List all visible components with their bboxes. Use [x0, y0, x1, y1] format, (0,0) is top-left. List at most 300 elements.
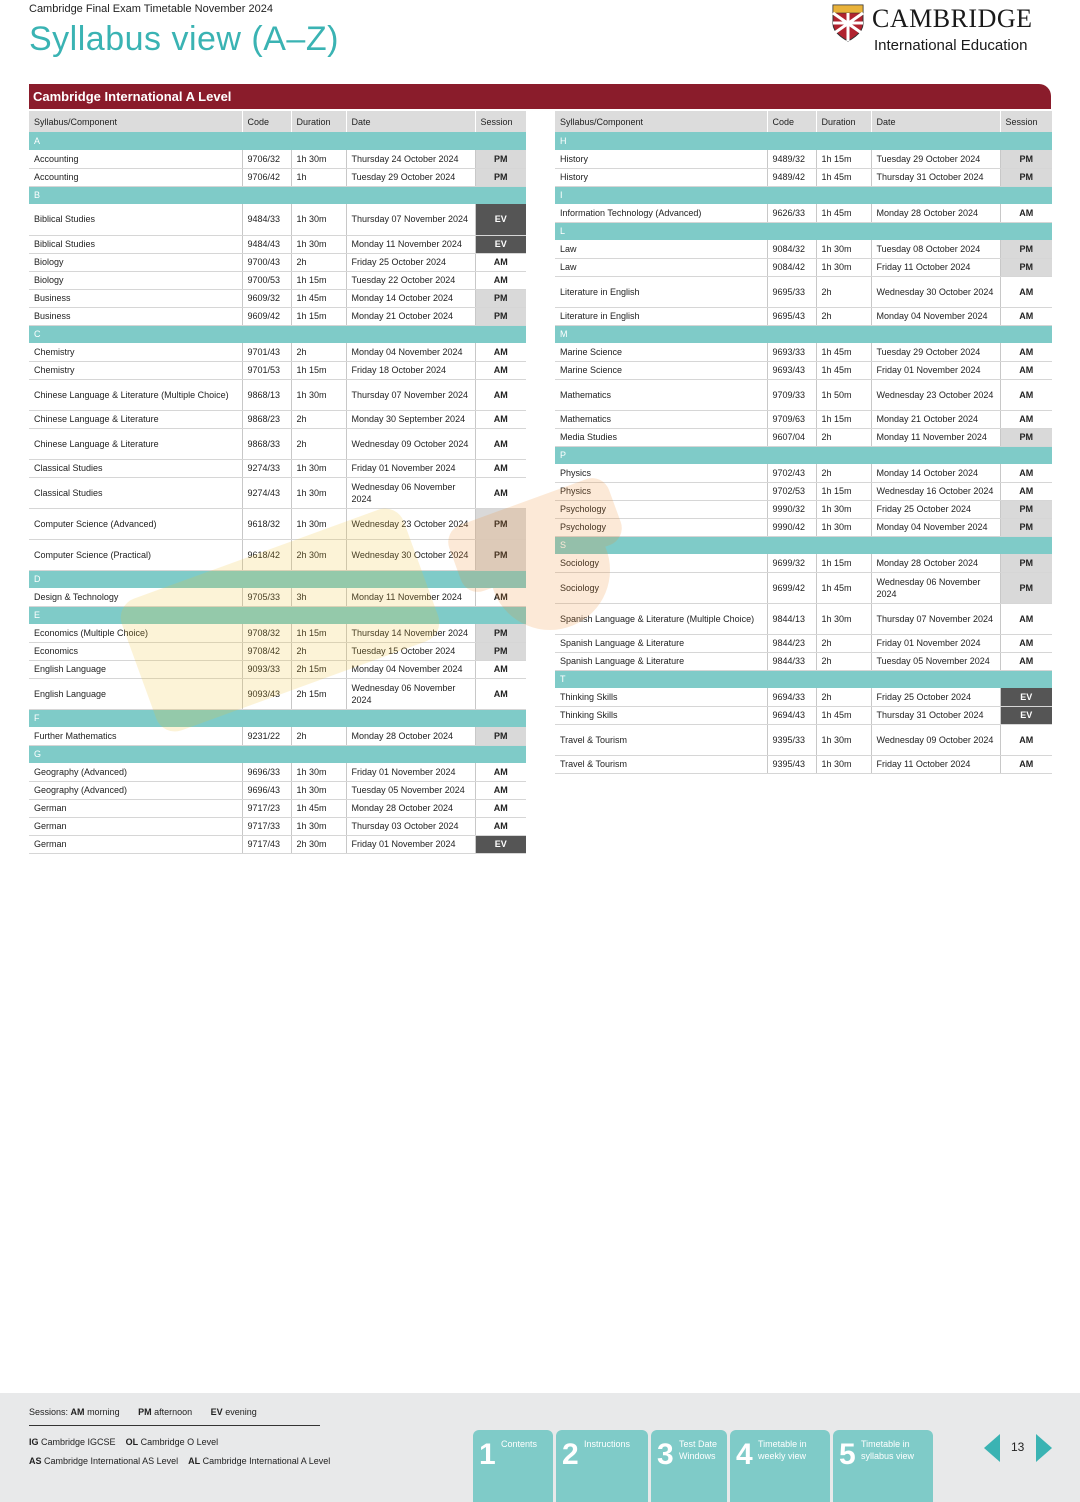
session-cell: PM [475, 307, 526, 325]
al-text: Cambridge International A Level [202, 1456, 331, 1466]
al-code: AL [188, 1456, 201, 1466]
col-header-session: Session [1000, 111, 1052, 132]
date-cell: Friday 11 October 2024 [871, 755, 1000, 773]
letter-divider: H [555, 132, 1052, 150]
syllabus-cell: Further Mathematics [29, 727, 242, 745]
duration-cell: 1h 15m [816, 482, 871, 500]
date-cell: Wednesday 30 October 2024 [871, 276, 1000, 307]
date-cell: Thursday 14 November 2024 [346, 624, 475, 642]
duration-cell: 1h 30m [816, 240, 871, 258]
letter-divider: A [29, 132, 526, 150]
code-cell: 9701/53 [242, 361, 291, 379]
date-cell: Friday 11 October 2024 [871, 258, 1000, 276]
date-cell: Friday 01 November 2024 [346, 835, 475, 853]
nav-tab-number: 1 [479, 1438, 496, 1471]
session-cell: AM [1000, 724, 1052, 755]
duration-cell: 1h 45m [816, 706, 871, 724]
letter-divider-row [555, 222, 1052, 240]
letter-divider-row [555, 670, 1052, 688]
letter-divider: F [29, 709, 526, 727]
duration-cell: 2h [816, 307, 871, 325]
code-cell: 9626/33 [767, 204, 816, 222]
date-cell: Wednesday 06 November 2024 [346, 477, 475, 508]
cambridge-logo[interactable] [832, 4, 1052, 54]
table-row [29, 660, 526, 678]
col-header-duration: Duration [291, 111, 346, 132]
duration-cell: 2h [816, 634, 871, 652]
as-code: AS [29, 1456, 42, 1466]
syllabus-cell: Physics [555, 464, 767, 482]
session-cell: AM [475, 781, 526, 799]
code-cell: 9093/33 [242, 660, 291, 678]
duration-cell: 2h [291, 410, 346, 428]
date-cell: Thursday 07 November 2024 [346, 379, 475, 410]
session-cell: EV [475, 235, 526, 253]
session-cell: EV [1000, 706, 1052, 724]
syllabus-cell: Computer Science (Advanced) [29, 508, 242, 539]
date-cell: Monday 04 November 2024 [346, 660, 475, 678]
date-cell: Wednesday 09 October 2024 [346, 428, 475, 459]
table-header [555, 111, 1052, 132]
duration-cell: 1h 45m [816, 572, 871, 603]
code-cell: 9717/33 [242, 817, 291, 835]
syllabus-cell: German [29, 799, 242, 817]
syllabus-cell: Law [555, 240, 767, 258]
duration-cell: 1h 30m [816, 518, 871, 536]
duration-cell: 1h 50m [816, 379, 871, 410]
duration-cell: 1h 15m [816, 410, 871, 428]
code-cell: 9702/53 [767, 482, 816, 500]
session-cell: PM [475, 727, 526, 745]
duration-cell: 2h 15m [291, 678, 346, 709]
syllabus-cell: Physics [555, 482, 767, 500]
table-row [555, 428, 1052, 446]
date-cell: Monday 21 October 2024 [871, 410, 1000, 428]
code-cell: 9717/23 [242, 799, 291, 817]
letter-divider-row [555, 325, 1052, 343]
syllabus-cell: Biology [29, 253, 242, 271]
footer [0, 1393, 1080, 1502]
letter-divider: B [29, 186, 526, 204]
code-cell: 9618/42 [242, 539, 291, 570]
duration-cell: 1h 45m [816, 204, 871, 222]
duration-cell: 1h 30m [816, 724, 871, 755]
session-cell: PM [475, 539, 526, 570]
syllabus-cell: Biology [29, 271, 242, 289]
session-cell: AM [475, 361, 526, 379]
date-cell: Monday 30 September 2024 [346, 410, 475, 428]
session-cell: AM [1000, 276, 1052, 307]
session-cell: AM [1000, 307, 1052, 325]
syllabus-cell: Biblical Studies [29, 235, 242, 253]
pm-text: afternoon [154, 1407, 193, 1417]
date-cell: Monday 11 November 2024 [871, 428, 1000, 446]
next-page-icon[interactable] [1036, 1434, 1052, 1462]
session-cell: AM [475, 379, 526, 410]
code-cell: 9618/32 [242, 508, 291, 539]
timetable-left [29, 111, 527, 854]
date-cell: Tuesday 29 October 2024 [346, 168, 475, 186]
syllabus-cell: Business [29, 307, 242, 325]
syllabus-cell: Sociology [555, 554, 767, 572]
table-row [555, 706, 1052, 724]
session-cell: AM [1000, 652, 1052, 670]
letter-divider-row [29, 186, 526, 204]
syllabus-cell: Thinking Skills [555, 706, 767, 724]
duration-cell: 2h [291, 428, 346, 459]
table-row [29, 763, 526, 781]
am-code: AM [70, 1407, 85, 1417]
syllabus-cell: Literature in English [555, 307, 767, 325]
session-cell: PM [1000, 428, 1052, 446]
date-cell: Wednesday 23 October 2024 [871, 379, 1000, 410]
nav-tab-number: 4 [736, 1438, 753, 1471]
page-title: Syllabus view (A–Z) [29, 20, 339, 58]
duration-cell: 2h [291, 253, 346, 271]
letter-divider-row [555, 536, 1052, 554]
duration-cell: 1h 30m [816, 603, 871, 634]
am-text: morning [87, 1407, 120, 1417]
date-cell: Friday 01 November 2024 [871, 634, 1000, 652]
syllabus-cell: Information Technology (Advanced) [555, 204, 767, 222]
table-row [555, 572, 1052, 603]
logo-wordmark: CAMBRIDGE [872, 4, 1033, 33]
syllabus-cell: Design & Technology [29, 588, 242, 606]
session-cell: AM [475, 253, 526, 271]
table-row [555, 410, 1052, 428]
code-cell: 9705/33 [242, 588, 291, 606]
nav-tab-number: 5 [839, 1438, 856, 1471]
duration-cell: 1h 30m [291, 508, 346, 539]
table-row [29, 253, 526, 271]
session-cell: AM [475, 271, 526, 289]
code-cell: 9844/33 [767, 652, 816, 670]
code-cell: 9231/22 [242, 727, 291, 745]
date-cell: Thursday 07 November 2024 [871, 603, 1000, 634]
table-row [29, 459, 526, 477]
level-legend-2 [29, 1456, 330, 1466]
session-cell: PM [475, 289, 526, 307]
code-cell: 9708/42 [242, 642, 291, 660]
table-row [29, 817, 526, 835]
letter-divider-row [29, 709, 526, 727]
letter-divider-row [555, 132, 1052, 150]
session-cell: PM [1000, 168, 1052, 186]
nav-tab-syllabus-view[interactable] [833, 1430, 933, 1502]
table-row [29, 428, 526, 459]
page-number: 13 [1011, 1440, 1025, 1454]
syllabus-cell: Psychology [555, 518, 767, 536]
session-cell: AM [1000, 410, 1052, 428]
syllabus-cell: Mathematics [555, 379, 767, 410]
code-cell: 9484/33 [242, 204, 291, 235]
table-row [29, 307, 526, 325]
session-cell: AM [475, 428, 526, 459]
session-cell: PM [475, 168, 526, 186]
ol-text: Cambridge O Level [140, 1437, 219, 1447]
table-row [555, 724, 1052, 755]
session-cell: EV [1000, 688, 1052, 706]
syllabus-cell: Marine Science [555, 361, 767, 379]
code-cell: 9700/43 [242, 253, 291, 271]
duration-cell: 1h 45m [291, 799, 346, 817]
ev-code: EV [210, 1407, 223, 1417]
syllabus-cell: Geography (Advanced) [29, 781, 242, 799]
syllabus-cell: German [29, 817, 242, 835]
date-cell: Friday 25 October 2024 [871, 500, 1000, 518]
col-header-code: Code [242, 111, 291, 132]
table-row [29, 271, 526, 289]
date-cell: Tuesday 29 October 2024 [871, 343, 1000, 361]
session-cell: PM [1000, 518, 1052, 536]
session-cell: AM [475, 477, 526, 508]
duration-cell: 1h 15m [291, 361, 346, 379]
pager [984, 1434, 1052, 1462]
code-cell: 9693/33 [767, 343, 816, 361]
nav-tab-label: Test Date Windows [679, 1439, 718, 1461]
syllabus-cell: Chinese Language & Literature [29, 410, 242, 428]
date-cell: Monday 14 October 2024 [871, 464, 1000, 482]
code-cell: 9607/04 [767, 428, 816, 446]
code-cell: 9695/43 [767, 307, 816, 325]
session-cell: AM [475, 660, 526, 678]
duration-cell: 1h 30m [291, 204, 346, 235]
letter-divider: G [29, 745, 526, 763]
session-cell: PM [475, 150, 526, 168]
letter-divider: S [555, 536, 1052, 554]
session-cell: PM [1000, 554, 1052, 572]
table-row [555, 652, 1052, 670]
letter-divider-row [555, 186, 1052, 204]
duration-cell: 1h 15m [291, 624, 346, 642]
col-header-date: Date [871, 111, 1000, 132]
code-cell: 9084/42 [767, 258, 816, 276]
session-cell: AM [1000, 204, 1052, 222]
letter-divider-row [29, 132, 526, 150]
table-row [29, 588, 526, 606]
duration-cell: 2h [291, 343, 346, 361]
date-cell: Wednesday 23 October 2024 [346, 508, 475, 539]
date-cell: Friday 18 October 2024 [346, 361, 475, 379]
cambridge-shield-icon [832, 4, 864, 42]
date-cell: Monday 04 November 2024 [871, 307, 1000, 325]
date-cell: Monday 04 November 2024 [871, 518, 1000, 536]
code-cell: 9609/42 [242, 307, 291, 325]
nav-tab-label: Instructions [584, 1439, 631, 1449]
col-header-syllabus: Syllabus/Component [555, 111, 767, 132]
table-row [555, 482, 1052, 500]
code-cell: 9696/43 [242, 781, 291, 799]
session-cell: EV [475, 204, 526, 235]
session-cell: AM [475, 678, 526, 709]
duration-cell: 1h 30m [291, 817, 346, 835]
letter-divider: I [555, 186, 1052, 204]
duration-cell: 2h 30m [291, 835, 346, 853]
col-header-duration: Duration [816, 111, 871, 132]
session-cell: AM [1000, 343, 1052, 361]
duration-cell: 1h 30m [816, 755, 871, 773]
date-cell: Monday 28 October 2024 [871, 554, 1000, 572]
nav-tab-weekly-view[interactable] [730, 1430, 830, 1502]
letter-divider: E [29, 606, 526, 624]
letter-divider: T [555, 670, 1052, 688]
date-cell: Tuesday 08 October 2024 [871, 240, 1000, 258]
syllabus-cell: English Language [29, 678, 242, 709]
table-row [555, 204, 1052, 222]
session-cell: AM [475, 763, 526, 781]
prev-page-icon[interactable] [984, 1434, 1000, 1462]
syllabus-cell: Classical Studies [29, 459, 242, 477]
syllabus-cell: Media Studies [555, 428, 767, 446]
duration-cell: 2h 15m [291, 660, 346, 678]
date-cell: Monday 11 November 2024 [346, 588, 475, 606]
nav-tab-label: Contents [501, 1439, 538, 1449]
duration-cell: 1h 15m [816, 150, 871, 168]
session-cell: AM [475, 588, 526, 606]
table-row [29, 539, 526, 570]
date-cell: Friday 01 November 2024 [871, 361, 1000, 379]
col-header-date: Date [346, 111, 475, 132]
code-cell: 9709/33 [767, 379, 816, 410]
syllabus-cell: Law [555, 258, 767, 276]
ol-code: OL [125, 1437, 139, 1447]
duration-cell: 1h 30m [291, 150, 346, 168]
code-cell: 9700/53 [242, 271, 291, 289]
syllabus-cell: History [555, 168, 767, 186]
syllabus-cell: Chinese Language & Literature (Multiple Choice) [29, 379, 242, 410]
timetable-right [555, 111, 1053, 774]
date-cell: Tuesday 05 November 2024 [346, 781, 475, 799]
session-cell: AM [475, 410, 526, 428]
session-cell: AM [475, 799, 526, 817]
code-cell: 9699/42 [767, 572, 816, 603]
table-row [555, 379, 1052, 410]
syllabus-cell: History [555, 150, 767, 168]
duration-cell: 1h 45m [816, 361, 871, 379]
date-cell: Thursday 31 October 2024 [871, 168, 1000, 186]
nav-tab-contents[interactable] [473, 1430, 553, 1502]
syllabus-cell: Accounting [29, 150, 242, 168]
letter-divider: M [555, 325, 1052, 343]
date-cell: Wednesday 06 November 2024 [346, 678, 475, 709]
code-cell: 9489/32 [767, 150, 816, 168]
syllabus-cell: Sociology [555, 572, 767, 603]
col-header-session: Session [475, 111, 526, 132]
session-cell: PM [1000, 150, 1052, 168]
date-cell: Monday 28 October 2024 [871, 204, 1000, 222]
session-cell: AM [475, 343, 526, 361]
table-row [555, 307, 1052, 325]
duration-cell: 3h [291, 588, 346, 606]
date-cell: Tuesday 15 October 2024 [346, 642, 475, 660]
session-cell: PM [1000, 500, 1052, 518]
syllabus-cell: Chemistry [29, 343, 242, 361]
nav-tab-number: 3 [657, 1438, 674, 1471]
session-cell: AM [475, 459, 526, 477]
letter-divider-row [29, 570, 526, 588]
syllabus-cell: Geography (Advanced) [29, 763, 242, 781]
session-cell: PM [1000, 258, 1052, 276]
duration-cell: 1h 30m [291, 763, 346, 781]
code-cell: 9868/23 [242, 410, 291, 428]
table-row [29, 361, 526, 379]
table-row [29, 799, 526, 817]
duration-cell: 1h 30m [291, 379, 346, 410]
session-cell: PM [475, 508, 526, 539]
date-cell: Tuesday 05 November 2024 [871, 652, 1000, 670]
table-row [555, 634, 1052, 652]
duration-cell: 1h 45m [291, 289, 346, 307]
session-cell: AM [1000, 603, 1052, 634]
session-cell: AM [1000, 755, 1052, 773]
letter-divider: D [29, 570, 526, 588]
date-cell: Monday 11 November 2024 [346, 235, 475, 253]
ig-text: Cambridge IGCSE [41, 1437, 116, 1447]
code-cell: 9694/43 [767, 706, 816, 724]
table-row [555, 343, 1052, 361]
syllabus-cell: Biblical Studies [29, 204, 242, 235]
syllabus-cell: German [29, 835, 242, 853]
code-cell: 9696/33 [242, 763, 291, 781]
syllabus-cell: Economics (Multiple Choice) [29, 624, 242, 642]
table-row [555, 554, 1052, 572]
table-row [29, 678, 526, 709]
duration-cell: 1h 45m [816, 343, 871, 361]
nav-tab-test-date-windows[interactable] [651, 1430, 727, 1502]
table-row [29, 150, 526, 168]
table-row [29, 168, 526, 186]
table-row [29, 642, 526, 660]
date-cell: Monday 14 October 2024 [346, 289, 475, 307]
duration-cell: 2h [816, 652, 871, 670]
code-cell: 9844/13 [767, 603, 816, 634]
code-cell: 9699/32 [767, 554, 816, 572]
table-row [555, 464, 1052, 482]
table-row [29, 781, 526, 799]
table-row [29, 727, 526, 745]
table-row [29, 289, 526, 307]
code-cell: 9868/13 [242, 379, 291, 410]
code-cell: 9990/32 [767, 500, 816, 518]
duration-cell: 1h 30m [291, 235, 346, 253]
table-row [555, 150, 1052, 168]
session-cell: AM [1000, 379, 1052, 410]
code-cell: 9609/32 [242, 289, 291, 307]
code-cell: 9395/33 [767, 724, 816, 755]
pm-code: PM [138, 1407, 152, 1417]
session-cell: AM [1000, 464, 1052, 482]
footer-divider [29, 1425, 320, 1426]
top-label: Cambridge Final Exam Timetable November 2024 [29, 3, 273, 15]
session-cell: AM [1000, 482, 1052, 500]
section-banner [29, 84, 1051, 109]
date-cell: Thursday 03 October 2024 [346, 817, 475, 835]
session-cell: PM [475, 642, 526, 660]
syllabus-cell: Accounting [29, 168, 242, 186]
table-header [29, 111, 526, 132]
nav-tab-instructions[interactable] [556, 1430, 648, 1502]
syllabus-cell: Literature in English [555, 276, 767, 307]
table-row [555, 361, 1052, 379]
syllabus-cell: Spanish Language & Literature [555, 652, 767, 670]
table-row [555, 276, 1052, 307]
date-cell: Monday 28 October 2024 [346, 799, 475, 817]
date-cell: Thursday 07 November 2024 [346, 204, 475, 235]
date-cell: Tuesday 22 October 2024 [346, 271, 475, 289]
table-row [29, 235, 526, 253]
code-cell: 9701/43 [242, 343, 291, 361]
nav-tab-number: 2 [562, 1438, 579, 1471]
